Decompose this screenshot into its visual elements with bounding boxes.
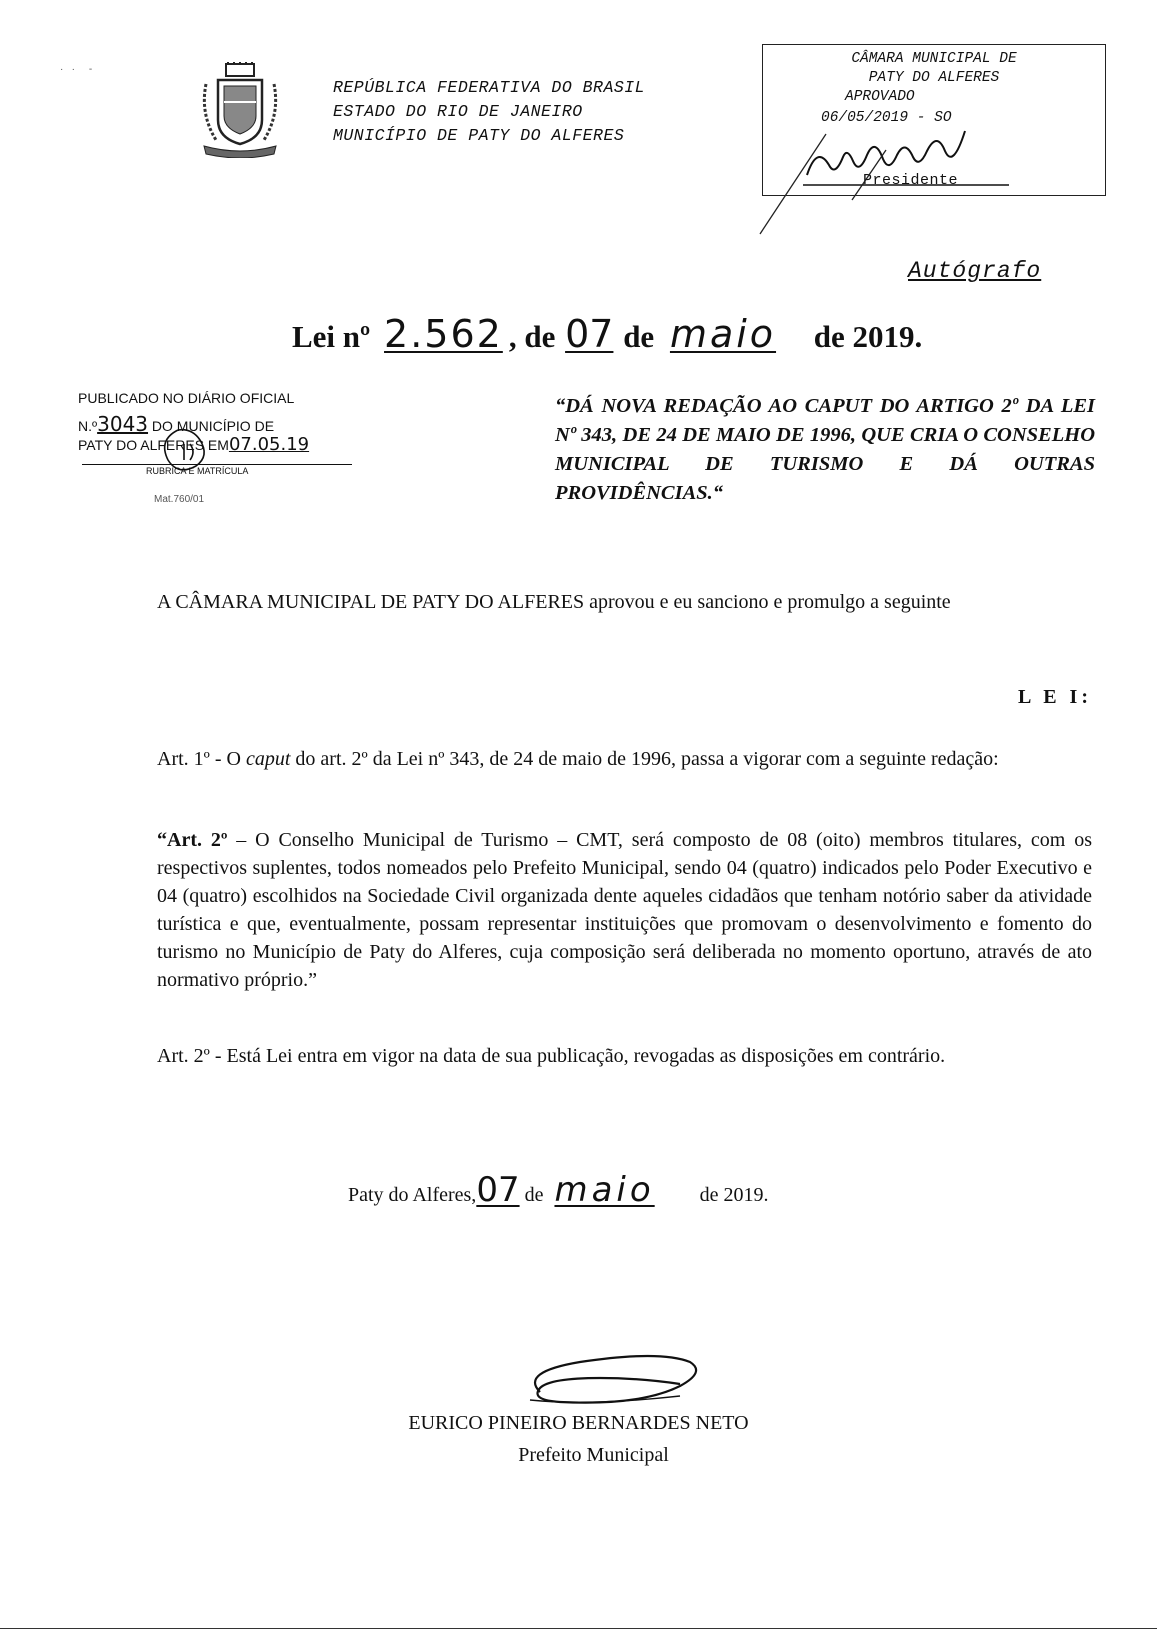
publication-stamp xyxy=(78,390,354,530)
publication-stamp-place-label: PATY DO ALFERES EM xyxy=(78,437,229,453)
article-1-lead: Art. 1º - O xyxy=(157,748,241,770)
enactment-clause: A CÂMARA MUNICIPAL DE PATY DO ALFERES aprovou e eu sanciono e promulgo a seguinte xyxy=(157,591,951,613)
signing-date-sep: de xyxy=(524,1184,544,1206)
law-month: maio xyxy=(669,312,777,356)
article-2-quoted-text: – O Conselho Municipal de Turismo – CMT, será composto de 08 (oito) membros titulares, com os respectivos suplentes, todos nomeados pelo Prefeito Municipal, sendo 04 (quatro) indicados pelo Poder Executivo e 04 (quatro) escolhidos na Sociedade Civil organizada dente aqueles cidadãos que tenham notório saber da atividade turística e que, eventualmente, possam representar instituições que promovam o desenvolvimento e fomento do turismo no Município de Paty do Alferes, cuja composição será deliberada no momento oportuno, através de ato normativo próprio.” xyxy=(157,829,1092,991)
law-summary: “DÁ NOVA REDAÇÃO AO CAPUT DO ARTIGO 2º DA LEI Nº 343, DE 24 DE MAIO DE 1996, QUE CRIA O CONSELHO MUNICIPAL DE TURISMO E DÁ OUTRAS PROVIDÊNCIAS.“ xyxy=(555,395,1095,504)
signing-place: Paty do Alferes, xyxy=(348,1184,477,1206)
article-1-caput: caput xyxy=(245,748,291,770)
publication-stamp-number-label: N.º xyxy=(78,418,98,434)
scan-marks: · · - xyxy=(60,64,93,75)
signing-date-line xyxy=(348,1170,769,1210)
approval-stamp-chamber: CÂMARA MUNICIPAL DE xyxy=(851,51,1017,67)
law-title-sep1: , de xyxy=(508,319,556,354)
publication-stamp-heading: PUBLICADO NO DIÁRIO OFICIAL xyxy=(78,390,295,406)
approval-stamp-date: 06/05/2019 - SO xyxy=(821,110,952,126)
municipal-coat-of-arms-icon xyxy=(198,62,282,158)
law-title-sep2: de xyxy=(623,319,655,354)
law-day: 07 xyxy=(565,312,614,356)
approval-stamp-city: PATY DO ALFERES xyxy=(868,70,1000,86)
law-title-prefix: Lei nº xyxy=(292,319,371,354)
page-bottom-rule xyxy=(0,1628,1157,1629)
publication-stamp-municipality-label: DO MUNICÍPIO DE xyxy=(151,418,275,434)
article-2-quoted xyxy=(157,826,1092,994)
article-1 xyxy=(157,745,1092,773)
approval-stamp-role: Presidente xyxy=(863,172,959,189)
lei-heading: L E I: xyxy=(1017,686,1092,708)
header-line-country: REPÚBLICA FEDERATIVA DO BRASIL xyxy=(333,78,646,97)
mayor-name: EURICO PINEIRO BERNARDES NETO xyxy=(408,1412,749,1434)
mayor-title: Prefeito Municipal xyxy=(518,1444,669,1466)
law-number: 2.562 xyxy=(384,312,503,356)
publication-stamp-registration: Mat.760/01 xyxy=(154,494,205,505)
autografo-label: Autógrafo xyxy=(908,258,1042,284)
signing-month: maio xyxy=(554,1170,655,1210)
publication-stamp-number: 3043 xyxy=(97,412,149,436)
stamp-slash-mark xyxy=(756,130,906,240)
signing-year: de 2019. xyxy=(699,1184,769,1206)
article-2-final: Art. 2º - Está Lei entra em vigor na data de sua publicação, revogadas as disposições em contrário. xyxy=(157,1045,946,1067)
signing-day: 07 xyxy=(476,1170,520,1210)
article-2-quoted-label: “Art. 2º xyxy=(157,829,228,851)
law-year: de 2019. xyxy=(813,319,923,354)
header-line-municipality: MUNICÍPIO DE PATY DO ALFERES xyxy=(333,126,625,145)
header-line-state: ESTADO DO RIO DE JANEIRO xyxy=(333,102,583,121)
law-title xyxy=(292,312,922,356)
article-1-text: do art. 2º da Lei nº 343, de 24 de maio de 1996, passa a vigorar com a seguinte redação: xyxy=(295,748,999,770)
header-institution xyxy=(333,76,645,148)
publication-stamp-rubric: RUBRICA E MATRÍCULA xyxy=(146,466,249,476)
mayor-signature-icon xyxy=(510,1342,710,1422)
publication-stamp-rule xyxy=(82,464,352,465)
approval-stamp-status: APROVADO xyxy=(845,89,915,105)
publication-stamp-date: 07.05.19 xyxy=(228,434,310,455)
